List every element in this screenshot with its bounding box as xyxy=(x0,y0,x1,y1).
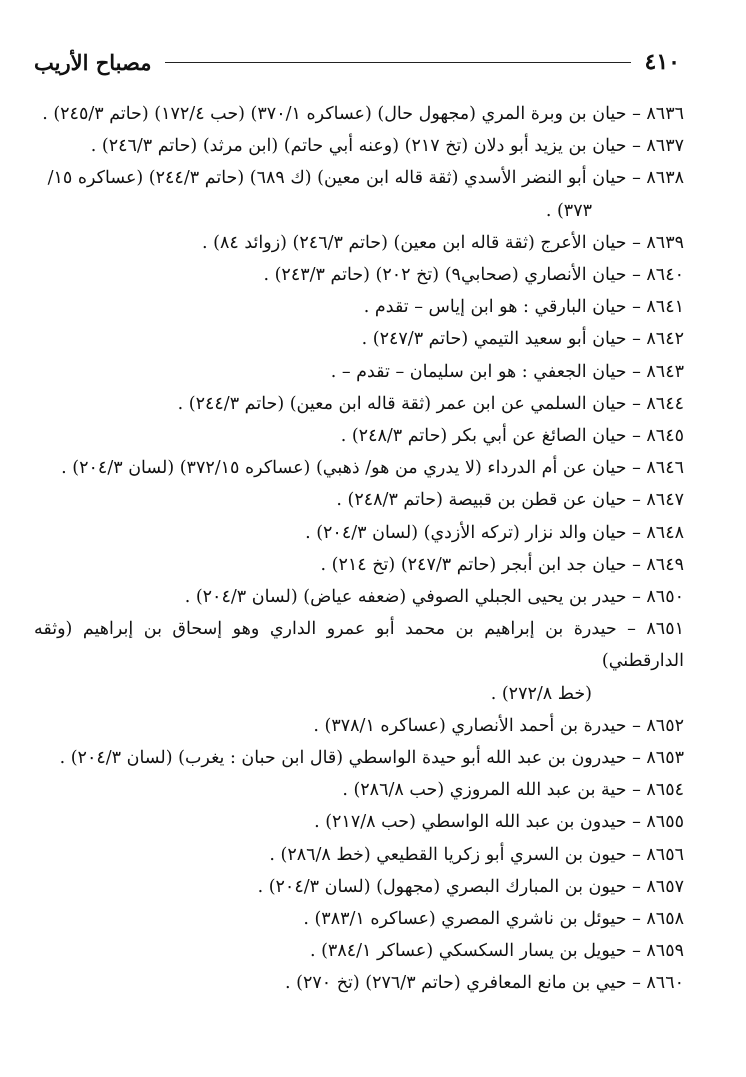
entry-number: ٨٦٥٥ xyxy=(646,812,684,833)
entry-8637: ٨٦٣٧ – حيان بن يزيد أبو دلان (تخ ٢١٧) (وعنه أبي حاتم) (ابن مرثد) (حاتم ٢٤٦/٣) . xyxy=(90,136,684,157)
entry-8660: ٨٦٦٠ – حيي بن مانع المعافري (حاتم ٢٧٦/٣) (تخ ٢٧٠) . xyxy=(285,973,684,994)
entry-text: حيان الجعفي : هو ابن سليمان – تقدم – . xyxy=(330,361,627,382)
entry-8636: ٨٦٣٦ – حيان بن وبرة المري (مجهول حال) (عساكره ٣٧٠/١) (حب ١٧٢/٤) (حاتم ٢٤٥/٣) . xyxy=(42,104,684,124)
entry-text: حيان الأنصاري (صحابي٩) (تخ ٢٠٢) (حاتم ٢٤٣/٣) . xyxy=(263,265,627,286)
entry-text: حيدرة بن أحمد الأنصاري (عساكره ٣٧٨/١) . xyxy=(313,715,627,736)
entry-8648: ٨٦٤٨ – حيان والد نزار (تركه الأزدي) (لسان ٢٠٤/٣) . xyxy=(305,522,684,543)
entry-number: ٨٦٣٨ xyxy=(646,168,684,189)
entry-8647: ٨٦٤٧ – حيان عن قطن بن قبيصة (حاتم ٢٤٨/٣) . xyxy=(336,490,684,511)
entry-text: حيان أبو النضر الأسدي (ثقة قاله ابن معين) (ك ٦٨٩) (حاتم ٢٤٤/٣) (عساكره ١٥/ xyxy=(47,168,627,189)
entry-8649: ٨٦٤٩ – حيان جد ابن أبجر (حاتم ٢٤٧/٣) (تخ ٢١٤) . xyxy=(320,554,684,575)
entry-number: ٨٦٣٦ xyxy=(646,104,684,124)
page-header xyxy=(34,44,680,80)
entry-number: ٨٦٦٠ xyxy=(646,973,684,994)
entry-text: حيان الأعرج (ثقة قاله ابن معين) (حاتم ٢٤٦/٣) (زوائد ٨٤) . xyxy=(202,232,627,253)
entry-continuation: (خط ٢٧٢/٨) . xyxy=(490,683,592,704)
entry-number: ٨٦٥٩ xyxy=(646,941,684,962)
entry-text: حيان الصائغ عن أبي بكر (حاتم ٢٤٨/٣) . xyxy=(340,426,627,447)
entry-text: حيي بن مانع المعافري (حاتم ٢٧٦/٣) (تخ ٢٧٠) . xyxy=(285,973,627,994)
entry-8640: ٨٦٤٠ – حيان الأنصاري (صحابي٩) (تخ ٢٠٢) (حاتم ٢٤٣/٣) . xyxy=(263,265,684,286)
entry-8657: ٨٦٥٧ – حيون بن المبارك البصري (مجهول) (لسان ٢٠٤/٣) . xyxy=(257,876,684,897)
entry-number: ٨٦٥٨ xyxy=(646,909,684,930)
entry-8658: ٨٦٥٨ – حيوئل بن ناشري المصري (عساكره ٣٨٣/١) . xyxy=(303,909,684,930)
entry-8644: ٨٦٤٤ – حيان السلمي عن ابن عمر (ثقة قاله ابن معين) (حاتم ٢٤٤/٣) . xyxy=(177,393,684,414)
entry-number: ٨٦٤٤ xyxy=(646,393,684,414)
header-rule xyxy=(165,62,630,63)
entry-8638: ٨٦٣٨ – حيان أبو النضر الأسدي (ثقة قاله ابن معين) (ك ٦٨٩) (حاتم ٢٤٤/٣) (عساكره ١٥/ ٣٧٣) . xyxy=(34,162,684,226)
entry-text: حيدون بن عبد الله الواسطي (حب ٢١٧/٨) . xyxy=(314,812,627,833)
entry-text: حيدرون بن عبد الله أبو حيدة الواسطي (قال ابن حبان : يغرب) (لسان ٢٠٤/٣) . xyxy=(59,748,627,769)
page-number: ٤١٠ xyxy=(644,49,680,75)
entry-number: ٨٦٥٤ xyxy=(646,780,684,801)
entry-number: ٨٦٤١ xyxy=(646,297,684,318)
entry-text: حيان السلمي عن ابن عمر (ثقة قاله ابن معين) (حاتم ٢٤٤/٣) . xyxy=(177,393,627,414)
entry-8653: ٨٦٥٣ – حيدرون بن عبد الله أبو حيدة الواسطي (قال ابن حبان : يغرب) (لسان ٢٠٤/٣) . xyxy=(59,748,684,769)
entry-number: ٨٦٤٣ xyxy=(646,361,684,382)
entry-8645: ٨٦٤٥ – حيان الصائغ عن أبي بكر (حاتم ٢٤٨/٣) . xyxy=(340,426,684,447)
entry-text: حيدر بن يحيى الجبلي الصوفي (ضعفه عياض) (لسان ٢٠٤/٣) . xyxy=(184,587,627,608)
entry-text: حيان جد ابن أبجر (حاتم ٢٤٧/٣) (تخ ٢١٤) . xyxy=(320,554,627,575)
entry-number: ٨٦٣٧ xyxy=(646,136,684,157)
entry-number: ٨٦٤٠ xyxy=(646,265,684,286)
entry-8652: ٨٦٥٢ – حيدرة بن أحمد الأنصاري (عساكره ٣٧٨/١) . xyxy=(313,715,684,736)
entry-number: ٨٦٤٦ xyxy=(646,458,684,479)
entry-continuation: ٣٧٣) . xyxy=(545,200,592,221)
entry-number: ٨٦٤٥ xyxy=(646,426,684,447)
book-title: مصباح الأريب xyxy=(34,49,152,75)
entry-number: ٨٦٥٠ xyxy=(646,587,684,608)
entry-text: حيان بن وبرة المري (مجهول حال) (عساكره ٣٧٠/١) (حب ١٧٢/٤) (حاتم ٢٤٥/٣) . xyxy=(42,104,627,124)
entry-8646: ٨٦٤٦ – حيان عن أم الدرداء (لا يدري من هو/ ذهبي) (عساكره ٣٧٢/١٥) (لسان ٢٠٤/٣) . xyxy=(61,458,684,479)
entry-text: حيون بن السري أبو زكريا القطيعي (خط ٢٨٦/٨) . xyxy=(269,844,627,865)
entry-number: ٨٦٤٩ xyxy=(646,554,684,575)
entry-number: ٨٦٥٧ xyxy=(646,876,684,897)
entry-number: ٨٦٥٣ xyxy=(646,748,684,769)
entry-text: حيان عن قطن بن قبيصة (حاتم ٢٤٨/٣) . xyxy=(336,490,627,511)
entry-number: ٨٦٥٦ xyxy=(646,844,684,865)
entry-8639: ٨٦٣٩ – حيان الأعرج (ثقة قاله ابن معين) (حاتم ٢٤٦/٣) (زوائد ٨٤) . xyxy=(202,232,684,253)
entry-number: ٨٦٣٩ xyxy=(646,232,684,253)
entry-number: ٨٦٥١ xyxy=(646,619,684,640)
entry-8651: ٨٦٥١ – حيدرة بن إبراهيم بن محمد أبو عمرو الداري وهو إسحاق بن إبراهيم (وثقه الدارقطني) (خط ٢٧٢/٨) . xyxy=(34,613,684,710)
entry-8643: ٨٦٤٣ – حيان الجعفي : هو ابن سليمان – تقدم – . xyxy=(330,361,684,382)
entry-text: حيان عن أم الدرداء (لا يدري من هو/ ذهبي) (عساكره ٣٧٢/١٥) (لسان ٢٠٤/٣) . xyxy=(61,458,627,479)
entry-8654: ٨٦٥٤ – حية بن عبد الله المروزي (حب ٢٨٦/٨) . xyxy=(342,780,684,801)
entry-text: حيان بن يزيد أبو دلان (تخ ٢١٧) (وعنه أبي حاتم) (ابن مرثد) (حاتم ٢٤٦/٣) . xyxy=(90,136,627,157)
entry-number: ٨٦٤٨ xyxy=(646,522,684,543)
entry-8655: ٨٦٥٥ – حيدون بن عبد الله الواسطي (حب ٢١٧/٨) . xyxy=(314,812,684,833)
entry-8659: ٨٦٥٩ – حيويل بن يسار السكسكي (عساكر ٣٨٤/١) . xyxy=(309,941,684,962)
entry-number: ٨٦٤٢ xyxy=(646,329,684,350)
entry-8641: ٨٦٤١ – حيان البارقي : هو ابن إياس – تقدم . xyxy=(363,297,684,318)
entry-8650: ٨٦٥٠ – حيدر بن يحيى الجبلي الصوفي (ضعفه عياض) (لسان ٢٠٤/٣) . xyxy=(184,587,684,608)
entry-text: حيان أبو سعيد التيمي (حاتم ٢٤٧/٣) . xyxy=(361,329,627,350)
entry-text: حيان والد نزار (تركه الأزدي) (لسان ٢٠٤/٣) . xyxy=(305,522,627,543)
entry-text: حيويل بن يسار السكسكي (عساكر ٣٨٤/١) . xyxy=(309,941,627,962)
entry-text: حيدرة بن إبراهيم بن محمد أبو عمرو الداري وهو إسحاق بن إبراهيم (وثقه الدارقطني) xyxy=(34,619,684,672)
entry-number: ٨٦٥٢ xyxy=(646,715,684,736)
entry-8656: ٨٦٥٦ – حيون بن السري أبو زكريا القطيعي (خط ٢٨٦/٨) . xyxy=(269,844,684,865)
entry-text: حيان البارقي : هو ابن إياس – تقدم . xyxy=(363,297,627,318)
entry-text: حية بن عبد الله المروزي (حب ٢٨٦/٨) . xyxy=(342,780,627,801)
entry-8642: ٨٦٤٢ – حيان أبو سعيد التيمي (حاتم ٢٤٧/٣) . xyxy=(361,329,684,350)
entry-text: حيوئل بن ناشري المصري (عساكره ٣٨٣/١) . xyxy=(303,909,627,930)
entry-text: حيون بن المبارك البصري (مجهول) (لسان ٢٠٤/٣) . xyxy=(257,876,627,897)
entry-number: ٨٦٤٧ xyxy=(646,490,684,511)
entry-list xyxy=(34,98,684,1000)
